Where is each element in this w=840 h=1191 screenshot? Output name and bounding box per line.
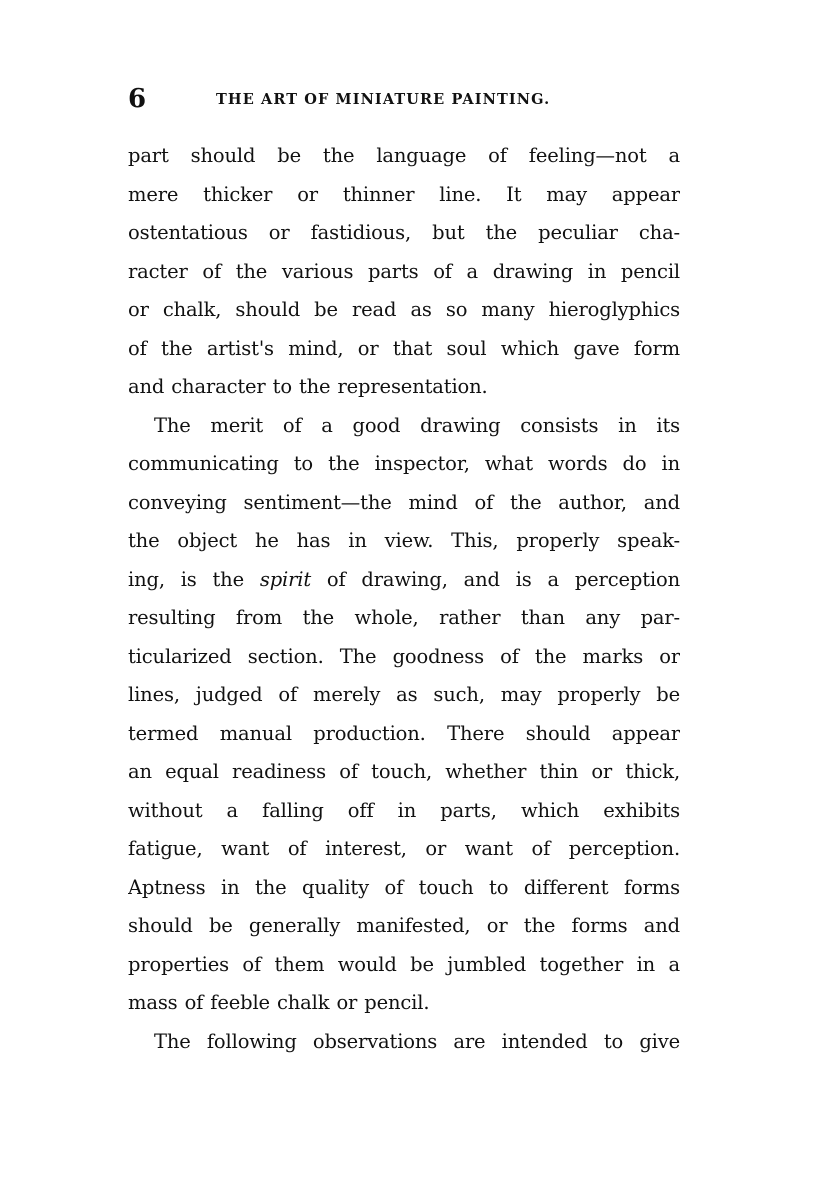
text-line: should be generally manifested, or the forms and [128, 914, 680, 937]
text-line: The merit of a good drawing consists in its [154, 413, 680, 437]
text-line: termed manual production. There should appear [128, 721, 680, 745]
text-line: mere thicker or thinner line. It may appear [128, 182, 680, 206]
text-segment: ing, is the [128, 567, 244, 591]
text-line: or chalk, should be read as so many hieroglyphics [128, 298, 680, 321]
body-text [128, 137, 680, 1061]
text-line: part should be the language of feeling—not a [128, 144, 680, 167]
page-header [128, 84, 683, 116]
text-line: racter of the various parts of a drawing in pencil [128, 259, 680, 283]
text-line: ostentatious or fastidious, but the peculiar cha- [128, 221, 680, 244]
running-title: THE ART OF MINIATURE PAINTING. [216, 91, 551, 108]
text-line: of the artist's mind, or that soul which gave form [128, 336, 680, 360]
text-line: properties of them would be jumbled together in a [128, 952, 680, 976]
text-line: conveying sentiment—the mind of the author, and [128, 490, 680, 514]
text-line: an equal readiness of touch, whether thin or thick, [128, 760, 680, 783]
text-line: mass of feeble chalk or pencil. [128, 991, 430, 1014]
text-line: without a falling off in parts, which exhibits [128, 798, 680, 822]
text-line-with-italic [128, 561, 680, 600]
text-line: Aptness in the quality of touch to different forms [128, 875, 680, 899]
text-line: the object he has in view. This, properly speak- [128, 529, 680, 552]
text-line: resulting from the whole, rather than any par- [128, 606, 680, 629]
text-line: ticularized section. The goodness of the marks or [128, 644, 680, 668]
page-number: 6 [128, 84, 147, 114]
text-line: and character to the representation. [128, 375, 488, 398]
text-segment: of drawing, and is a perception [326, 567, 680, 591]
text-line: communicating to the inspector, what words do in [128, 452, 680, 475]
text-line: The following observations are intended to give [154, 1029, 680, 1053]
text-line: fatigue, want of interest, or want of perception. [128, 837, 680, 860]
italic-word: spirit [259, 567, 312, 591]
text-line: lines, judged of merely as such, may properly be [128, 683, 680, 706]
